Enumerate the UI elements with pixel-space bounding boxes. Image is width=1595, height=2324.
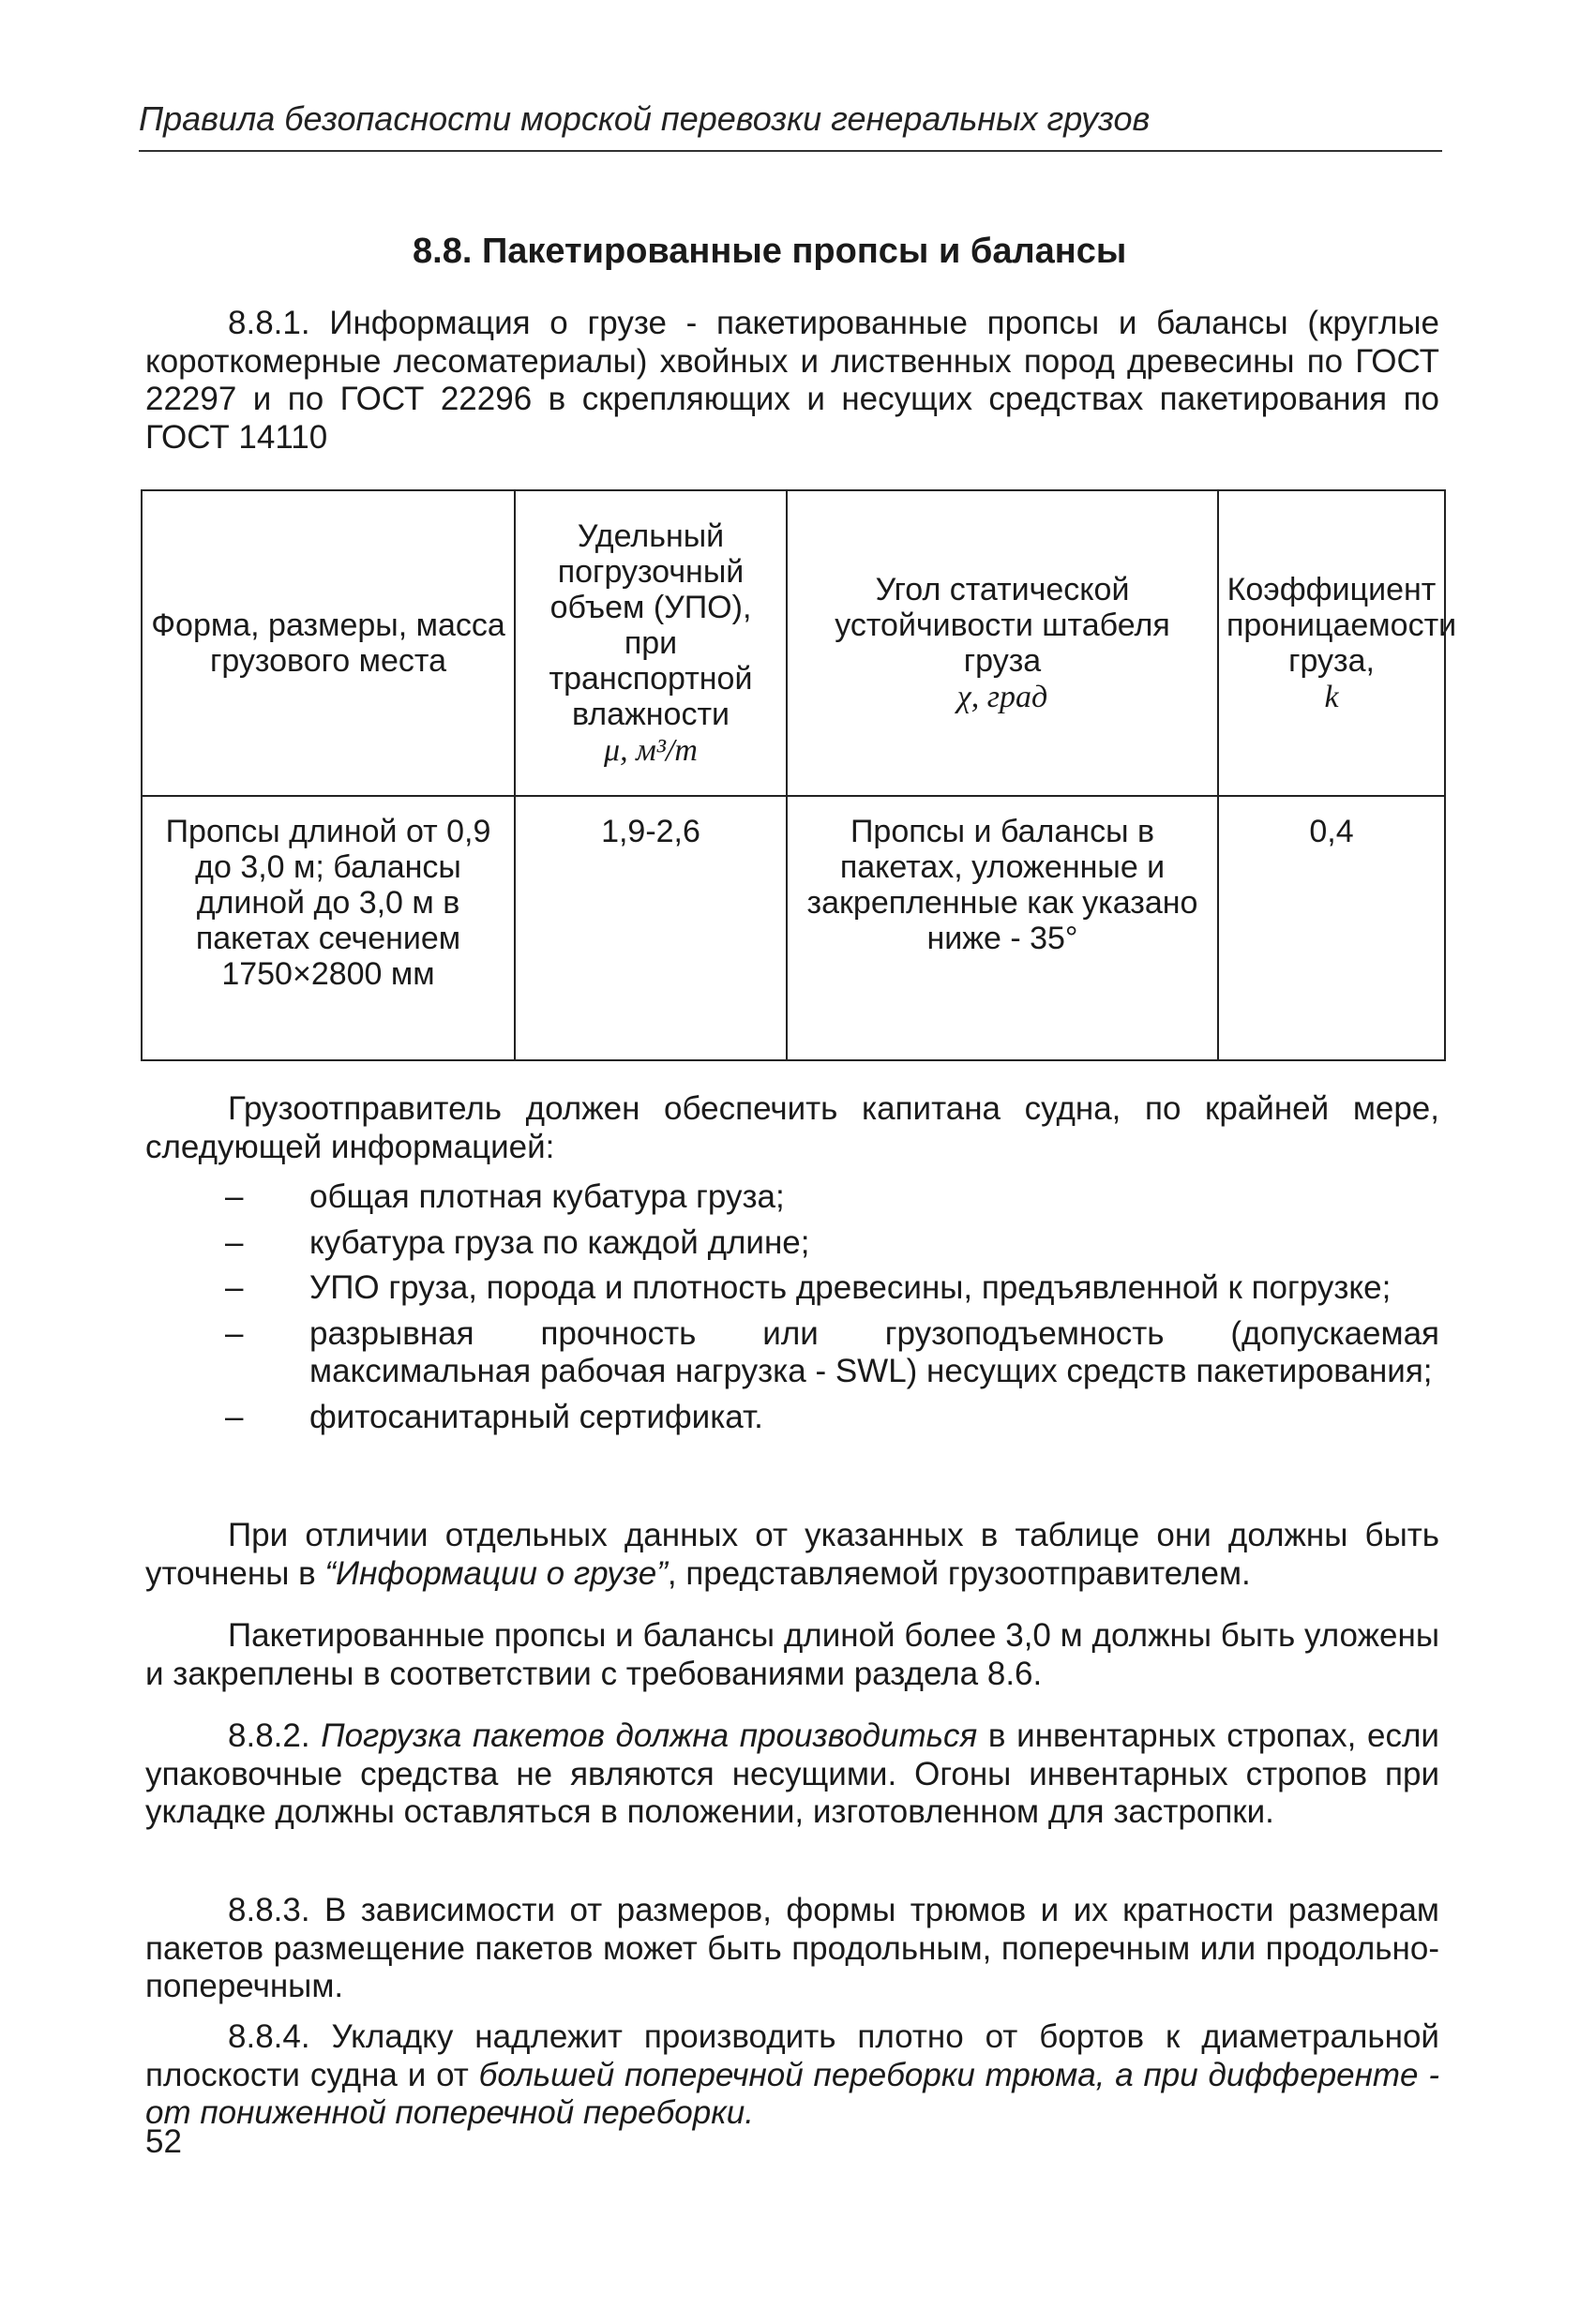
cell-angle: Пропсы и балансы в пакетах, уложенные и закрепленные как указано ниже - 35° xyxy=(787,796,1218,1060)
header-volume-text: Удельный погрузочный объем (УПО), при транспортной влажности xyxy=(549,517,753,732)
list-dash: – xyxy=(225,1223,244,1261)
list-dash: – xyxy=(225,1398,244,1435)
header-form-text: Форма, размеры, масса грузового места xyxy=(151,607,505,679)
cell-volume: 1,9-2,6 xyxy=(515,796,787,1060)
list-item xyxy=(145,1399,1439,1437)
paragraph-8-8-3: 8.8.3. В зависимости от размеров, формы трюмов и их кратности размерам пакетов размещение пакетов может быть продольным, поперечным или продольно-поперечным. xyxy=(145,1892,1439,2004)
table-row xyxy=(142,796,1445,1060)
discrepancy-text-start: При отличии отдельных данных от указанных в таблице они должны быть уточнены в xyxy=(145,1517,1439,1592)
list-item-text: УПО груза, порода и плотность древесины, предъявленной к погрузке; xyxy=(309,1269,1392,1306)
shipper-lead-paragraph: Грузоотправитель должен обеспечить капитана судна, по крайней мере, следующей информацией: xyxy=(145,1090,1439,1165)
paragraph-8-8-2-number: 8.8.2. xyxy=(228,1717,322,1754)
list-dash: – xyxy=(225,1269,244,1306)
header-divider xyxy=(139,150,1442,152)
discrepancy-text-end: , представляемой грузоотправителем. xyxy=(667,1554,1251,1592)
header-angle-unit: χ, град xyxy=(956,679,1048,714)
list-item xyxy=(145,1178,1439,1217)
header-coefficient xyxy=(1218,490,1457,796)
paragraph-8-8-2 xyxy=(145,1717,1439,1832)
paragraph-8-8-4-text: 8.8.4. Укладку надлежит производить плотно от бортов к диаметральной плоскости судна и от xyxy=(145,2018,1439,2093)
cargo-table xyxy=(141,489,1457,1061)
paragraph-8-8-2-text: в инвентарных стропах, если упаковочные средства не являются несущими. Огоны инвентарных стропов при укладке должны оставляться в положении, изготовленном для застропки. xyxy=(145,1717,1439,1830)
header-volume-unit: μ, м³/т xyxy=(604,732,698,768)
page-number: 52 xyxy=(145,2123,182,2160)
list-item-text: кубатура груза по каждой длине; xyxy=(309,1223,810,1261)
header-volume xyxy=(515,490,787,796)
running-header: Правила безопасности морской перевозки генеральных грузов xyxy=(139,99,1151,138)
list-dash: – xyxy=(225,1178,244,1215)
list-item xyxy=(145,1315,1439,1391)
paragraph-8-8-4-italic: большей поперечной переборки трюма, а при дифференте - от пониженной поперечной переборки. xyxy=(145,2056,1439,2131)
paragraph-8-8-2-italic: Погрузка пакетов должна производиться xyxy=(321,1717,978,1754)
long-props-paragraph: Пакетированные пропсы и балансы длиной более 3,0 м должны быть уложены и закреплены в соответствии с требованиями раздела 8.6. xyxy=(145,1617,1439,1692)
intro-paragraph: 8.8.1. Информация о грузе - пакетированные пропсы и балансы (круглые короткомерные лесоматериалы) хвойных и лиственных пород древесины по ГОСТ 22297 и по ГОСТ 22296 в скрепляющих и несущих средствах пакетирования по ГОСТ 14110 xyxy=(145,305,1439,456)
list-item-text: общая плотная кубатура груза; xyxy=(309,1178,785,1215)
cargo-info-reference: “Информации о грузе” xyxy=(324,1554,668,1592)
list-dash: – xyxy=(225,1314,244,1352)
header-coefficient-symbol: k xyxy=(1324,679,1339,714)
header-angle-text: Угол статической устойчивости штабеля груза xyxy=(835,571,1170,679)
header-coefficient-text: Коэффициент проницаемости груза, xyxy=(1226,571,1457,679)
cell-form: Пропсы длиной от 0,9 до 3,0 м; балансы длиной до 3,0 м в пакетах сечением 1750×2800 мм xyxy=(142,796,515,1060)
header-form xyxy=(142,490,515,796)
list-item-text: фитосанитарный сертификат. xyxy=(309,1398,763,1435)
header-angle xyxy=(787,490,1218,796)
paragraph-8-8-4 xyxy=(145,2018,1439,2133)
list-item xyxy=(145,1269,1439,1308)
table-header-row xyxy=(142,490,1445,796)
discrepancy-paragraph xyxy=(145,1517,1439,1593)
shipper-info-list xyxy=(145,1178,1439,1444)
list-item xyxy=(145,1224,1439,1263)
section-title: 8.8. Пакетированные пропсы и балансы xyxy=(413,232,1127,271)
list-item-text: разрывная прочность или грузоподъемность (допускаемая максимальная рабочая нагрузка - SWL) несущих средств пакетирования; xyxy=(309,1314,1439,1389)
cell-coefficient: 0,4 xyxy=(1218,796,1445,1060)
